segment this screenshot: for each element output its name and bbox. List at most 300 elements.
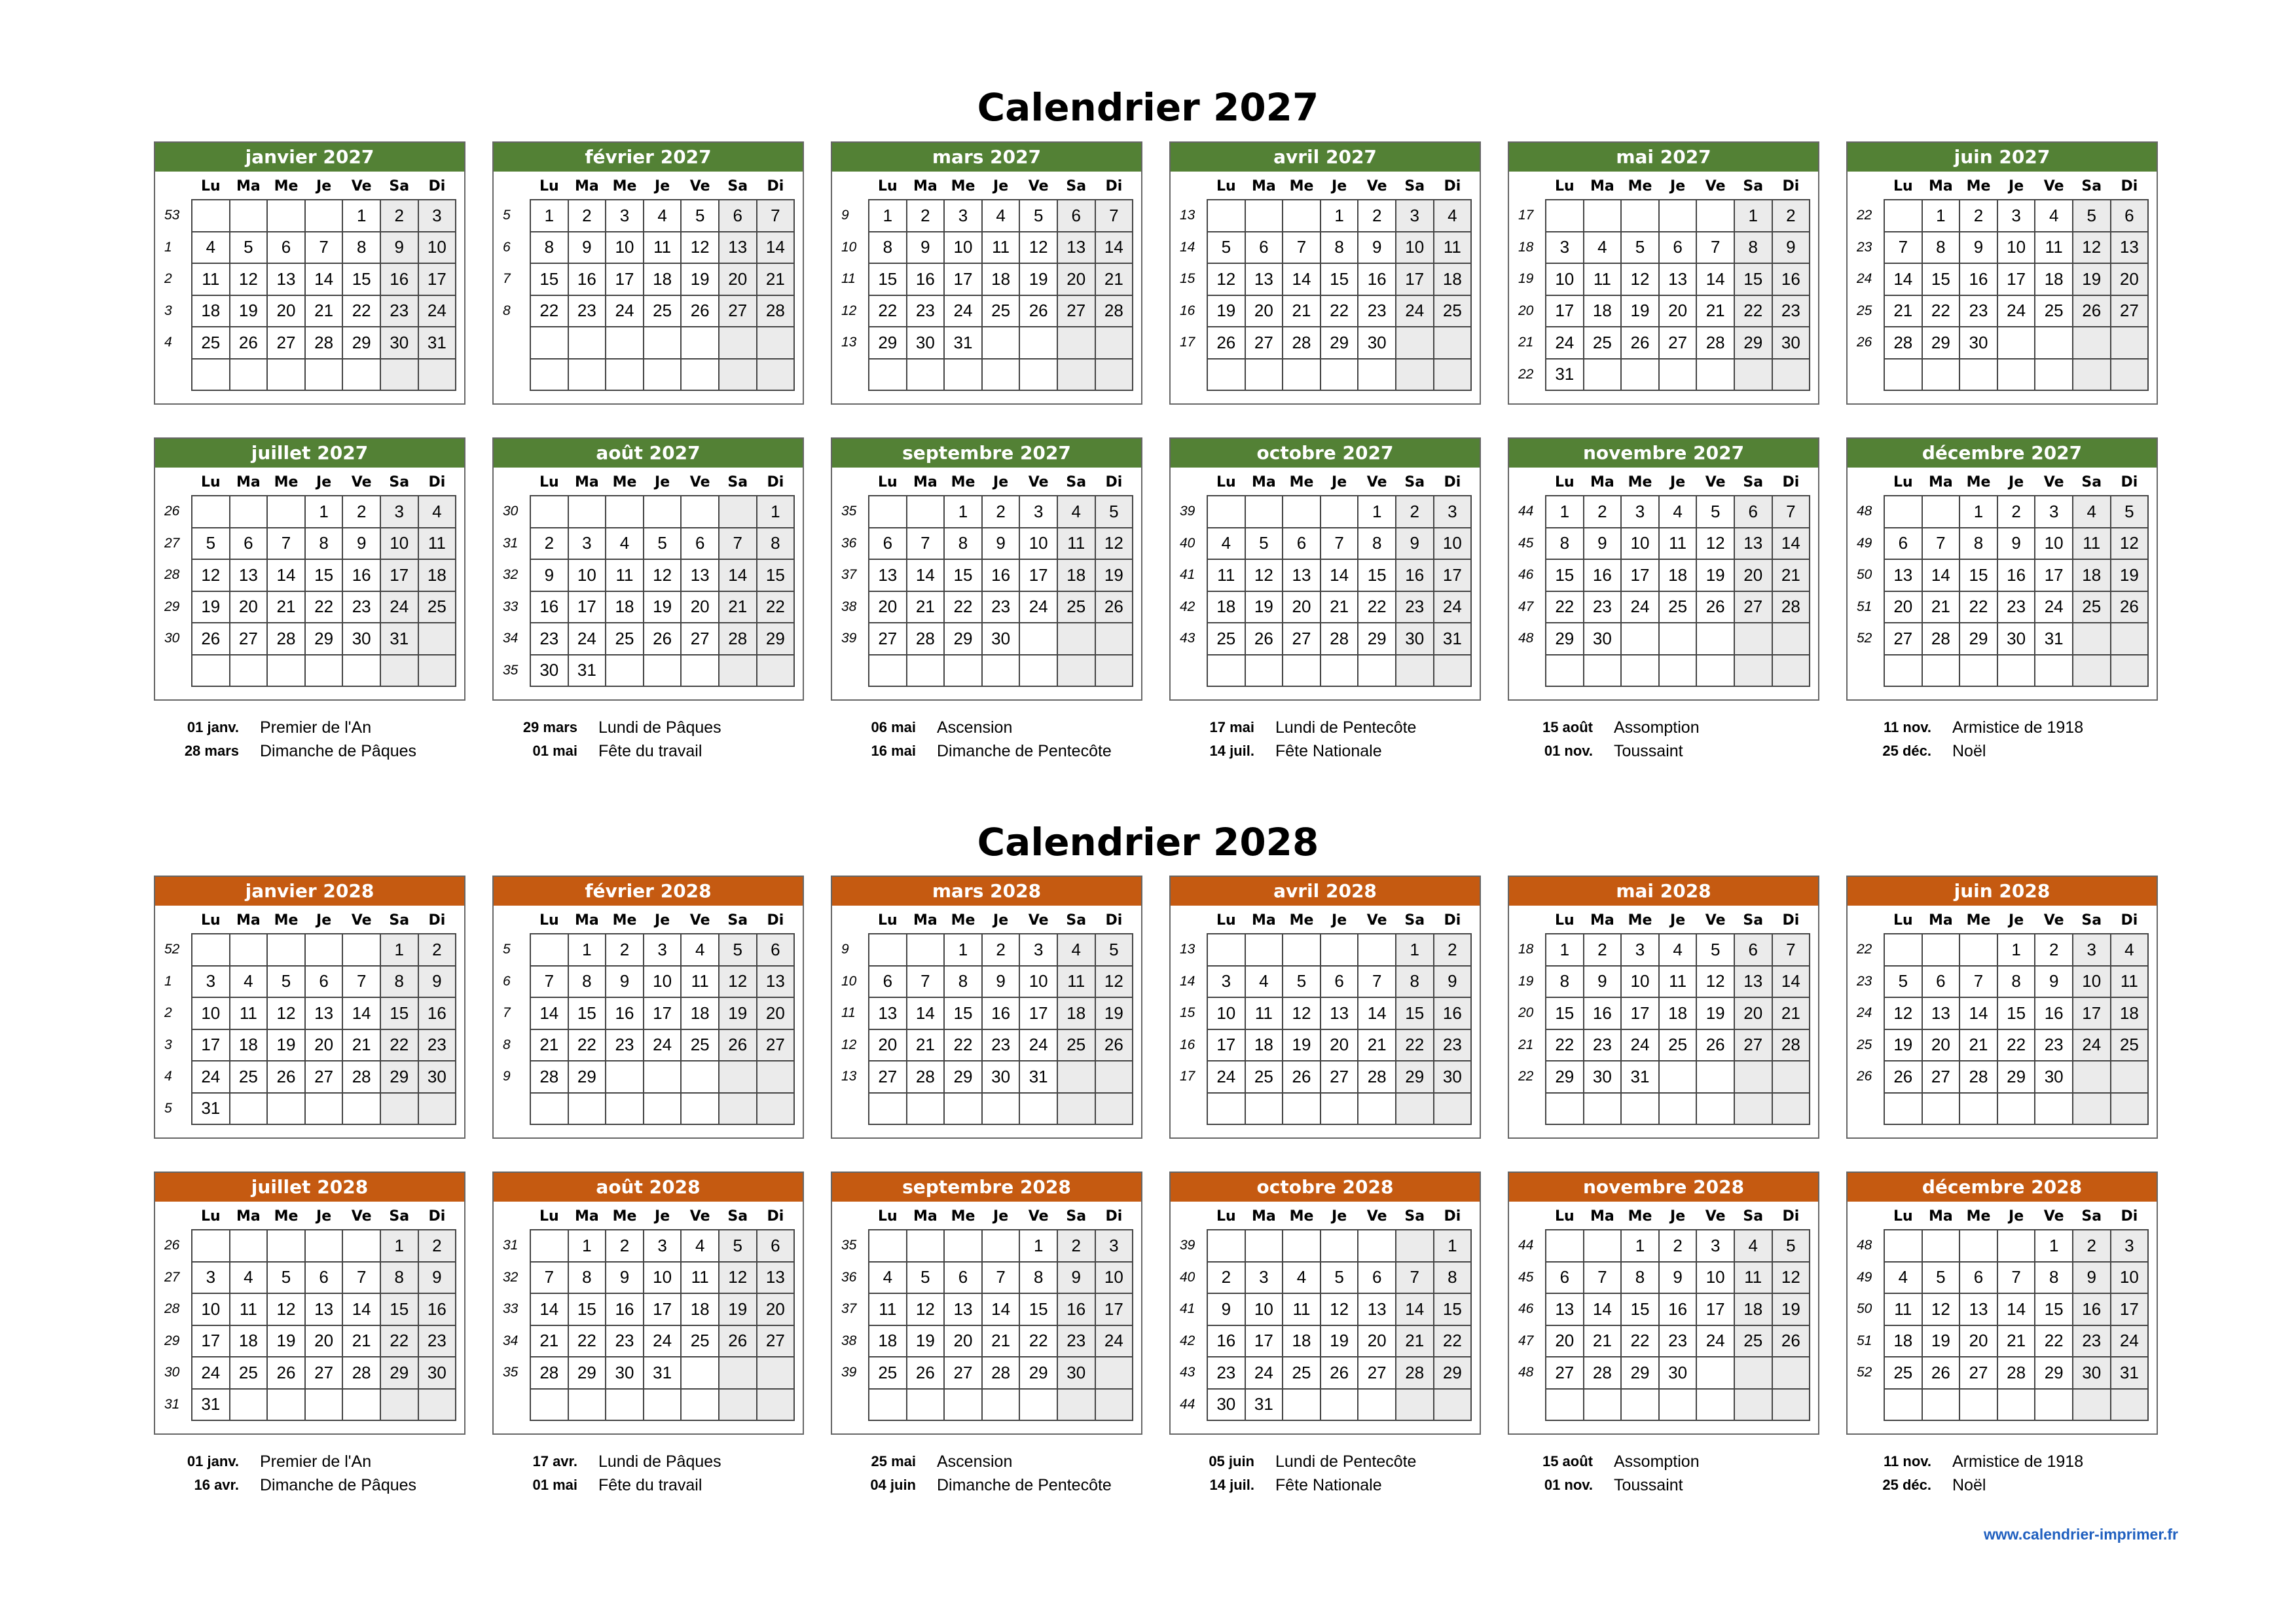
day-cell[interactable]: 15 (1959, 559, 1997, 591)
day-cell[interactable] (2035, 655, 2073, 687)
day-cell[interactable]: 31 (644, 1357, 682, 1389)
day-cell[interactable] (644, 655, 682, 687)
day-cell[interactable]: 27 (1884, 623, 1922, 655)
day-cell[interactable]: 26 (2073, 295, 2111, 327)
day-cell[interactable]: 29 (1922, 327, 1960, 359)
day-cell[interactable]: 11 (1584, 263, 1622, 295)
day-cell[interactable] (1922, 496, 1960, 528)
day-cell[interactable]: 31 (2111, 1357, 2149, 1389)
day-cell[interactable]: 4 (982, 200, 1020, 232)
day-cell[interactable]: 8 (380, 1262, 418, 1294)
day-cell[interactable]: 26 (1207, 327, 1245, 359)
day-cell[interactable]: 21 (1396, 1325, 1434, 1357)
day-cell[interactable]: 26 (1019, 295, 1057, 327)
day-cell[interactable] (230, 1389, 268, 1421)
day-cell[interactable] (267, 1093, 305, 1125)
day-cell[interactable]: 7 (342, 1262, 380, 1294)
day-cell[interactable]: 6 (305, 1262, 343, 1294)
day-cell[interactable]: 12 (1772, 1262, 1810, 1294)
day-cell[interactable]: 18 (1884, 1325, 1922, 1357)
day-cell[interactable]: 7 (982, 1262, 1020, 1294)
day-cell[interactable]: 2 (1772, 200, 1810, 232)
day-cell[interactable]: 26 (1922, 1357, 1960, 1389)
day-cell[interactable]: 9 (1396, 528, 1434, 560)
day-cell[interactable]: 20 (681, 591, 719, 623)
day-cell[interactable]: 22 (1997, 1029, 2035, 1061)
day-cell[interactable] (2111, 655, 2149, 687)
day-cell[interactable]: 29 (1358, 623, 1396, 655)
day-cell[interactable]: 16 (2073, 1293, 2111, 1325)
day-cell[interactable]: 15 (380, 997, 418, 1029)
day-cell[interactable]: 22 (530, 295, 568, 327)
day-cell[interactable]: 15 (2035, 1293, 2073, 1325)
day-cell[interactable] (2035, 359, 2073, 391)
day-cell[interactable] (1696, 200, 1734, 232)
day-cell[interactable]: 16 (1584, 997, 1622, 1029)
day-cell[interactable]: 16 (1584, 559, 1622, 591)
day-cell[interactable]: 21 (719, 591, 757, 623)
day-cell[interactable]: 6 (681, 528, 719, 560)
day-cell[interactable] (1959, 1230, 1997, 1262)
day-cell[interactable]: 30 (418, 1357, 456, 1389)
day-cell[interactable]: 26 (719, 1029, 757, 1061)
day-cell[interactable] (1997, 655, 2035, 687)
day-cell[interactable]: 5 (907, 1262, 945, 1294)
day-cell[interactable]: 18 (2111, 997, 2149, 1029)
day-cell[interactable]: 10 (2035, 528, 2073, 560)
day-cell[interactable]: 21 (907, 591, 945, 623)
day-cell[interactable]: 21 (1922, 591, 1960, 623)
day-cell[interactable] (606, 655, 644, 687)
day-cell[interactable]: 12 (1095, 528, 1133, 560)
day-cell[interactable] (1546, 1230, 1584, 1262)
day-cell[interactable]: 16 (418, 1293, 456, 1325)
day-cell[interactable]: 12 (267, 997, 305, 1029)
day-cell[interactable]: 9 (342, 528, 380, 560)
day-cell[interactable]: 23 (342, 591, 380, 623)
day-cell[interactable] (606, 1061, 644, 1093)
day-cell[interactable]: 7 (1997, 1262, 2035, 1294)
day-cell[interactable]: 29 (944, 623, 982, 655)
day-cell[interactable]: 3 (1396, 200, 1434, 232)
day-cell[interactable]: 10 (644, 966, 682, 998)
day-cell[interactable]: 17 (380, 559, 418, 591)
day-cell[interactable]: 20 (305, 1029, 343, 1061)
day-cell[interactable]: 26 (1696, 1029, 1734, 1061)
day-cell[interactable] (305, 1230, 343, 1262)
day-cell[interactable]: 28 (1584, 1357, 1622, 1389)
day-cell[interactable] (681, 1389, 719, 1421)
day-cell[interactable] (2073, 1061, 2111, 1093)
day-cell[interactable] (907, 496, 945, 528)
day-cell[interactable] (1321, 496, 1358, 528)
day-cell[interactable] (606, 1389, 644, 1421)
day-cell[interactable]: 15 (1546, 997, 1584, 1029)
day-cell[interactable] (1283, 496, 1321, 528)
day-cell[interactable]: 13 (1922, 997, 1960, 1029)
day-cell[interactable]: 26 (1621, 327, 1659, 359)
day-cell[interactable]: 13 (1057, 232, 1095, 264)
day-cell[interactable] (530, 359, 568, 391)
day-cell[interactable]: 12 (1696, 966, 1734, 998)
day-cell[interactable] (1019, 359, 1057, 391)
day-cell[interactable]: 9 (2035, 966, 2073, 998)
day-cell[interactable]: 5 (2111, 496, 2149, 528)
day-cell[interactable]: 16 (1959, 263, 1997, 295)
day-cell[interactable]: 16 (1434, 997, 1472, 1029)
day-cell[interactable] (757, 1389, 795, 1421)
day-cell[interactable]: 31 (418, 327, 456, 359)
day-cell[interactable]: 16 (530, 591, 568, 623)
day-cell[interactable] (342, 1389, 380, 1421)
day-cell[interactable]: 24 (644, 1325, 682, 1357)
day-cell[interactable] (1095, 1093, 1133, 1125)
day-cell[interactable]: 17 (1696, 1293, 1734, 1325)
day-cell[interactable]: 3 (568, 528, 606, 560)
day-cell[interactable]: 7 (530, 966, 568, 998)
day-cell[interactable]: 2 (1434, 934, 1472, 966)
day-cell[interactable]: 28 (982, 1357, 1020, 1389)
day-cell[interactable]: 17 (2035, 559, 2073, 591)
day-cell[interactable]: 13 (305, 997, 343, 1029)
day-cell[interactable]: 30 (1659, 1357, 1697, 1389)
day-cell[interactable]: 8 (1546, 528, 1584, 560)
day-cell[interactable]: 28 (1283, 327, 1321, 359)
day-cell[interactable]: 19 (192, 591, 230, 623)
day-cell[interactable]: 20 (1734, 559, 1772, 591)
day-cell[interactable] (1734, 1093, 1772, 1125)
day-cell[interactable]: 16 (1772, 263, 1810, 295)
day-cell[interactable]: 20 (1057, 263, 1095, 295)
day-cell[interactable]: 19 (1321, 1325, 1358, 1357)
day-cell[interactable]: 1 (530, 200, 568, 232)
day-cell[interactable]: 11 (869, 1293, 907, 1325)
day-cell[interactable] (681, 1357, 719, 1389)
day-cell[interactable]: 2 (380, 200, 418, 232)
day-cell[interactable]: 12 (1095, 966, 1133, 998)
day-cell[interactable]: 14 (1095, 232, 1133, 264)
day-cell[interactable]: 26 (230, 327, 268, 359)
day-cell[interactable]: 8 (342, 232, 380, 264)
day-cell[interactable]: 13 (719, 232, 757, 264)
day-cell[interactable] (757, 1093, 795, 1125)
day-cell[interactable]: 28 (1772, 1029, 1810, 1061)
day-cell[interactable] (1245, 1093, 1283, 1125)
day-cell[interactable]: 29 (1621, 1357, 1659, 1389)
day-cell[interactable]: 28 (1696, 327, 1734, 359)
day-cell[interactable]: 22 (944, 591, 982, 623)
day-cell[interactable] (982, 1093, 1020, 1125)
day-cell[interactable]: 3 (1095, 1230, 1133, 1262)
day-cell[interactable] (267, 1389, 305, 1421)
day-cell[interactable] (267, 655, 305, 687)
day-cell[interactable]: 15 (1358, 559, 1396, 591)
day-cell[interactable] (1584, 1093, 1622, 1125)
day-cell[interactable]: 26 (267, 1061, 305, 1093)
day-cell[interactable]: 11 (606, 559, 644, 591)
day-cell[interactable] (1434, 359, 1472, 391)
day-cell[interactable] (2073, 655, 2111, 687)
day-cell[interactable]: 1 (944, 496, 982, 528)
day-cell[interactable] (1321, 655, 1358, 687)
day-cell[interactable]: 25 (230, 1357, 268, 1389)
day-cell[interactable]: 8 (305, 528, 343, 560)
day-cell[interactable] (1358, 1093, 1396, 1125)
day-cell[interactable] (305, 1389, 343, 1421)
day-cell[interactable]: 25 (418, 591, 456, 623)
day-cell[interactable] (1434, 327, 1472, 359)
day-cell[interactable]: 9 (1057, 1262, 1095, 1294)
day-cell[interactable]: 16 (1659, 1293, 1697, 1325)
day-cell[interactable]: 5 (1245, 528, 1283, 560)
day-cell[interactable]: 2 (1584, 934, 1622, 966)
day-cell[interactable]: 11 (2073, 528, 2111, 560)
day-cell[interactable]: 9 (1358, 232, 1396, 264)
day-cell[interactable]: 13 (869, 559, 907, 591)
day-cell[interactable]: 17 (2111, 1293, 2149, 1325)
day-cell[interactable]: 19 (1245, 591, 1283, 623)
day-cell[interactable]: 19 (1696, 559, 1734, 591)
day-cell[interactable] (2073, 623, 2111, 655)
day-cell[interactable]: 26 (1772, 1325, 1810, 1357)
day-cell[interactable]: 12 (1696, 528, 1734, 560)
day-cell[interactable]: 17 (1621, 559, 1659, 591)
day-cell[interactable]: 24 (192, 1061, 230, 1093)
day-cell[interactable]: 6 (1057, 200, 1095, 232)
day-cell[interactable]: 24 (1095, 1325, 1133, 1357)
day-cell[interactable]: 6 (1283, 528, 1321, 560)
day-cell[interactable]: 5 (1321, 1262, 1358, 1294)
day-cell[interactable] (1997, 1230, 2035, 1262)
day-cell[interactable] (1884, 359, 1922, 391)
day-cell[interactable]: 14 (1283, 263, 1321, 295)
day-cell[interactable]: 30 (530, 655, 568, 687)
day-cell[interactable]: 13 (230, 559, 268, 591)
day-cell[interactable] (1959, 359, 1997, 391)
day-cell[interactable]: 6 (267, 232, 305, 264)
day-cell[interactable]: 20 (1922, 1029, 1960, 1061)
day-cell[interactable]: 26 (644, 623, 682, 655)
day-cell[interactable] (2111, 1093, 2149, 1125)
day-cell[interactable] (681, 655, 719, 687)
day-cell[interactable] (530, 327, 568, 359)
day-cell[interactable] (1245, 200, 1283, 232)
day-cell[interactable] (1584, 1230, 1622, 1262)
day-cell[interactable] (907, 1230, 945, 1262)
day-cell[interactable]: 2 (342, 496, 380, 528)
day-cell[interactable]: 28 (342, 1061, 380, 1093)
day-cell[interactable]: 28 (1959, 1061, 1997, 1093)
day-cell[interactable]: 20 (1283, 591, 1321, 623)
day-cell[interactable] (1659, 623, 1697, 655)
day-cell[interactable]: 28 (719, 623, 757, 655)
day-cell[interactable]: 14 (757, 232, 795, 264)
day-cell[interactable]: 16 (606, 997, 644, 1029)
day-cell[interactable]: 3 (380, 496, 418, 528)
day-cell[interactable]: 6 (1358, 1262, 1396, 1294)
day-cell[interactable]: 2 (418, 934, 456, 966)
day-cell[interactable]: 1 (869, 200, 907, 232)
day-cell[interactable]: 29 (944, 1061, 982, 1093)
day-cell[interactable]: 12 (230, 263, 268, 295)
day-cell[interactable]: 20 (1245, 295, 1283, 327)
day-cell[interactable] (1997, 1389, 2035, 1421)
day-cell[interactable]: 27 (1922, 1061, 1960, 1093)
day-cell[interactable] (1245, 934, 1283, 966)
day-cell[interactable]: 11 (230, 997, 268, 1029)
day-cell[interactable]: 5 (681, 200, 719, 232)
day-cell[interactable] (1321, 1093, 1358, 1125)
day-cell[interactable] (1922, 1093, 1960, 1125)
day-cell[interactable]: 11 (2111, 966, 2149, 998)
day-cell[interactable]: 5 (1019, 200, 1057, 232)
day-cell[interactable]: 8 (757, 528, 795, 560)
day-cell[interactable] (1245, 655, 1283, 687)
day-cell[interactable]: 23 (1358, 295, 1396, 327)
day-cell[interactable]: 29 (568, 1357, 606, 1389)
day-cell[interactable]: 1 (1997, 934, 2035, 966)
day-cell[interactable]: 11 (982, 232, 1020, 264)
day-cell[interactable]: 2 (2073, 1230, 2111, 1262)
day-cell[interactable]: 2 (1659, 1230, 1697, 1262)
day-cell[interactable]: 15 (944, 997, 982, 1029)
day-cell[interactable]: 31 (192, 1093, 230, 1125)
day-cell[interactable] (2111, 623, 2149, 655)
day-cell[interactable] (1358, 1389, 1396, 1421)
day-cell[interactable]: 17 (644, 1293, 682, 1325)
day-cell[interactable]: 2 (606, 934, 644, 966)
day-cell[interactable]: 26 (681, 295, 719, 327)
day-cell[interactable]: 16 (568, 263, 606, 295)
day-cell[interactable] (342, 1093, 380, 1125)
day-cell[interactable] (869, 934, 907, 966)
day-cell[interactable] (1659, 1093, 1697, 1125)
day-cell[interactable]: 9 (530, 559, 568, 591)
day-cell[interactable]: 14 (719, 559, 757, 591)
day-cell[interactable] (1621, 623, 1659, 655)
day-cell[interactable]: 30 (907, 327, 945, 359)
day-cell[interactable]: 19 (1095, 997, 1133, 1029)
day-cell[interactable]: 11 (681, 966, 719, 998)
day-cell[interactable]: 10 (1019, 528, 1057, 560)
day-cell[interactable]: 25 (1884, 1357, 1922, 1389)
day-cell[interactable]: 8 (568, 1262, 606, 1294)
day-cell[interactable]: 20 (757, 997, 795, 1029)
day-cell[interactable]: 30 (1207, 1389, 1245, 1421)
day-cell[interactable] (1772, 1061, 1810, 1093)
day-cell[interactable]: 21 (1884, 295, 1922, 327)
day-cell[interactable]: 9 (907, 232, 945, 264)
day-cell[interactable]: 9 (606, 966, 644, 998)
day-cell[interactable] (944, 655, 982, 687)
day-cell[interactable]: 18 (606, 591, 644, 623)
day-cell[interactable]: 6 (1734, 934, 1772, 966)
day-cell[interactable]: 24 (1207, 1061, 1245, 1093)
day-cell[interactable] (1207, 359, 1245, 391)
day-cell[interactable] (380, 1389, 418, 1421)
day-cell[interactable]: 11 (1057, 966, 1095, 998)
day-cell[interactable] (230, 359, 268, 391)
day-cell[interactable]: 13 (1245, 263, 1283, 295)
day-cell[interactable]: 1 (1019, 1230, 1057, 1262)
day-cell[interactable]: 3 (606, 200, 644, 232)
day-cell[interactable] (1922, 359, 1960, 391)
day-cell[interactable] (1997, 359, 2035, 391)
day-cell[interactable]: 2 (1396, 496, 1434, 528)
day-cell[interactable]: 13 (2111, 232, 2149, 264)
day-cell[interactable]: 14 (1696, 263, 1734, 295)
day-cell[interactable]: 25 (1659, 1029, 1697, 1061)
day-cell[interactable]: 4 (1434, 200, 1472, 232)
day-cell[interactable]: 28 (1396, 1357, 1434, 1389)
day-cell[interactable]: 10 (192, 997, 230, 1029)
day-cell[interactable]: 21 (1321, 591, 1358, 623)
day-cell[interactable]: 21 (1584, 1325, 1622, 1357)
day-cell[interactable]: 5 (2073, 200, 2111, 232)
day-cell[interactable]: 12 (681, 232, 719, 264)
day-cell[interactable] (1207, 200, 1245, 232)
day-cell[interactable]: 6 (757, 934, 795, 966)
day-cell[interactable]: 25 (1057, 591, 1095, 623)
day-cell[interactable] (1922, 934, 1960, 966)
day-cell[interactable] (568, 496, 606, 528)
day-cell[interactable]: 14 (267, 559, 305, 591)
day-cell[interactable]: 18 (1584, 295, 1622, 327)
day-cell[interactable]: 19 (1019, 263, 1057, 295)
day-cell[interactable]: 1 (342, 200, 380, 232)
day-cell[interactable]: 14 (907, 997, 945, 1029)
day-cell[interactable] (757, 1061, 795, 1093)
day-cell[interactable]: 17 (606, 263, 644, 295)
day-cell[interactable]: 24 (1434, 591, 1472, 623)
day-cell[interactable]: 30 (2073, 1357, 2111, 1389)
day-cell[interactable]: 24 (1396, 295, 1434, 327)
day-cell[interactable]: 22 (1396, 1029, 1434, 1061)
day-cell[interactable]: 23 (380, 295, 418, 327)
day-cell[interactable]: 31 (380, 623, 418, 655)
day-cell[interactable]: 25 (1207, 623, 1245, 655)
day-cell[interactable]: 31 (568, 655, 606, 687)
day-cell[interactable] (192, 934, 230, 966)
day-cell[interactable]: 31 (2035, 623, 2073, 655)
day-cell[interactable]: 9 (1207, 1293, 1245, 1325)
day-cell[interactable]: 11 (1207, 559, 1245, 591)
day-cell[interactable]: 25 (230, 1061, 268, 1093)
day-cell[interactable] (1734, 623, 1772, 655)
day-cell[interactable]: 18 (192, 295, 230, 327)
day-cell[interactable]: 3 (644, 934, 682, 966)
day-cell[interactable] (1546, 1389, 1584, 1421)
day-cell[interactable]: 30 (1997, 623, 2035, 655)
day-cell[interactable]: 15 (305, 559, 343, 591)
day-cell[interactable]: 6 (757, 1230, 795, 1262)
day-cell[interactable]: 2 (418, 1230, 456, 1262)
day-cell[interactable] (2111, 1061, 2149, 1093)
day-cell[interactable] (1621, 359, 1659, 391)
day-cell[interactable]: 12 (1245, 559, 1283, 591)
day-cell[interactable]: 21 (907, 1029, 945, 1061)
day-cell[interactable] (418, 1093, 456, 1125)
day-cell[interactable]: 31 (1434, 623, 1472, 655)
day-cell[interactable] (342, 655, 380, 687)
day-cell[interactable]: 20 (1959, 1325, 1997, 1357)
day-cell[interactable] (230, 496, 268, 528)
day-cell[interactable]: 5 (1207, 232, 1245, 264)
day-cell[interactable]: 14 (1358, 997, 1396, 1029)
day-cell[interactable]: 19 (644, 591, 682, 623)
day-cell[interactable]: 20 (267, 295, 305, 327)
day-cell[interactable]: 3 (1019, 934, 1057, 966)
